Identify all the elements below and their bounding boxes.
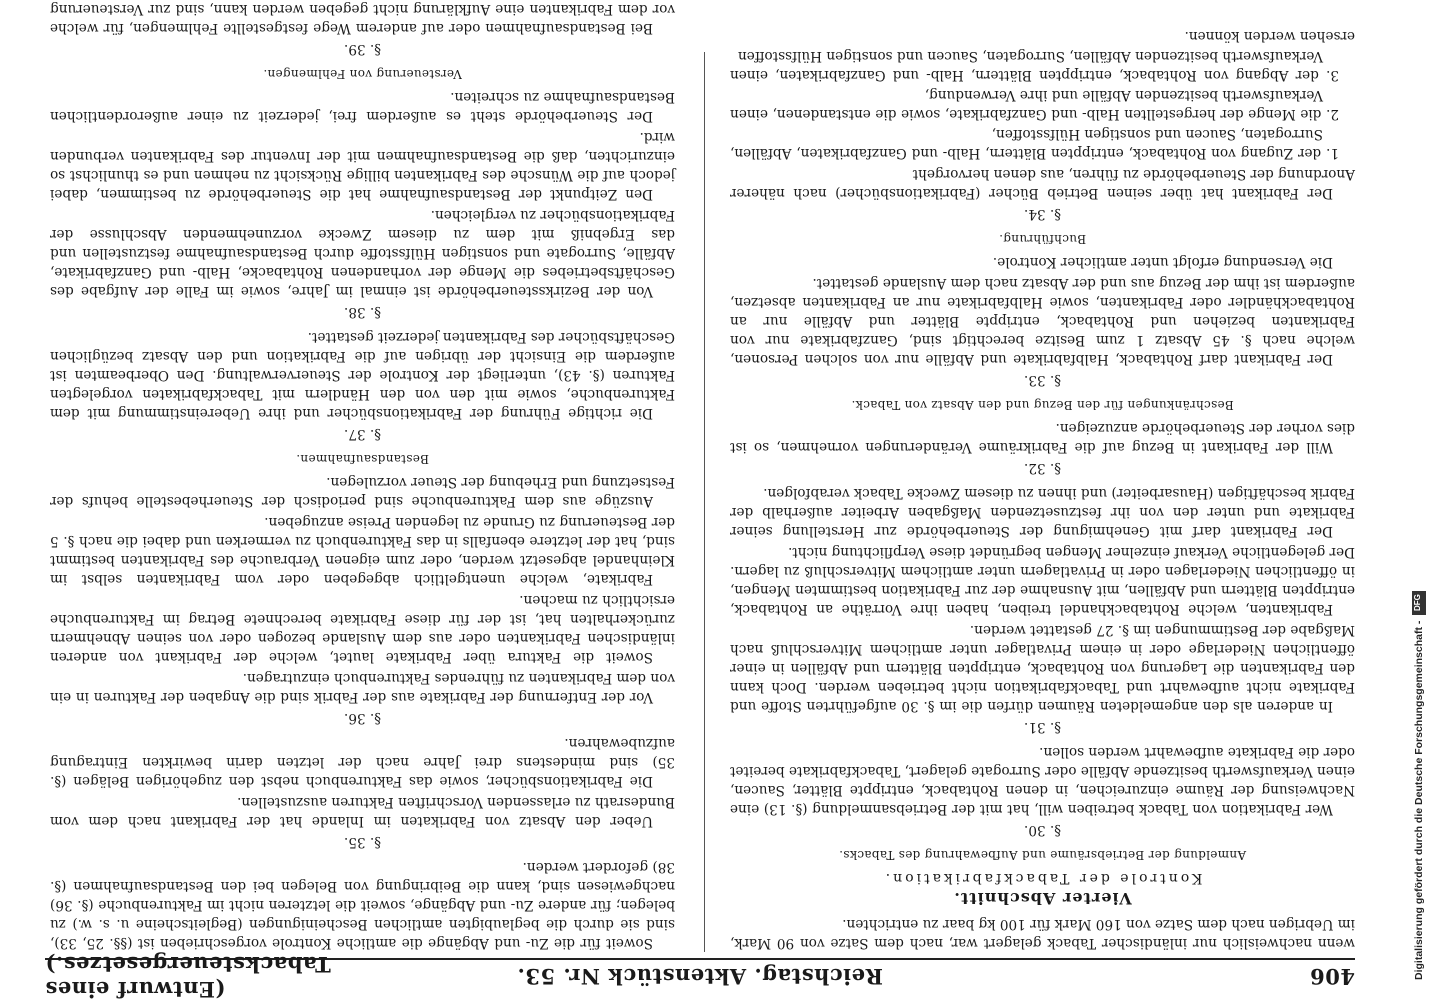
paragraph-30-text: Wer Fabrikation von Taback betreiben will, hat mit der Betriebsanmeldung (§. 13) eine Nachweisung der Räume einzureichen, in denen Rohtaback, entrippte Blätter, Saucen, einen Verkaufswerth besitzende Abfälle oder Surrogate gelagert, Tabackfabrikate bereitet oder die Fabrikate aufbewahrt werden sollen.: [730, 744, 1355, 817]
subheading-buchfuehrung: Buchführung.: [998, 232, 1087, 246]
digitization-credit: [1412, 150, 1426, 980]
paragraph-38-text-3: Der Steuerbehörde steht es außerdem frei, jederzeit zu einer außerordentlichen Bestandsaufnahme zu schreiten.: [50, 89, 675, 124]
paragraph-36-text-4: Auszüge aus dem Fakturenbuche sind periodisch der Steuerhebestelle behufs der Festsetzung und Erhebung der Steuer vorzulegen.: [50, 474, 675, 509]
left-column: [730, 24, 1355, 952]
subheading-betriebsraeume: Anmeldung der Betriebsräume und Aufbewahrung des Tabacks.: [838, 848, 1247, 862]
paragraph-32-text: Will der Fabrikant in Bezug auf die Fabrikräume Veränderungen vornehmen, so ist dies vorher der Steuerbehörde anzuzeigen.: [730, 420, 1355, 455]
page-header: [45, 952, 1355, 1002]
paragraph-mark-34: §. 34.: [1023, 206, 1062, 222]
paragraph-39-text-1: Bei Bestandsaufnahmen oder auf anderem Wege festgestellte Fehlmengen, für welche vor dem Fabrikanten eine Aufklärung nicht gegeben werden kann, sind zur Versteuerung: [50, 1, 675, 36]
right-column: [50, 0, 675, 952]
paragraph-mark-37: §. 37.: [343, 426, 382, 442]
subheading-bezug-absatz: Beschränkungen für den Bezug und den Absatz von Taback.: [851, 398, 1234, 412]
paragraph-31-text-1: In anderen als den angemeldeten Räumen dürfen die im §. 30 aufgeführten Stoffe und Fabrikate nicht aufbewahrt und Tabackfabrikation nicht betrieben werden. Doch kann den Fabrikanten die Lagerung von Rohtaback, entrippten Blättern und Abfällen in einer öffentlichen Niederlage oder in einem Privatlager unter amtlichem Mitverschluß nach Maßgabe der Bestimmungen im §. 27 gestattet werden.: [730, 622, 1355, 714]
page-running-subtitle: (Entwurf eines Tabacksteuergesetzes.): [45, 952, 331, 1002]
column-divider: [704, 52, 705, 952]
section-title: Vierter Abschnitt.: [953, 889, 1132, 908]
paragraph-33-text-1: Der Fabrikant darf Rohtaback, Halbfabrikate und Abfälle nur von solchen Personen, welche nach §. 45 Absatz 1 zum Besitze berechtigt sind, Ganzfabrikate nur von Fabrikanten beziehen und Rohtaback, entrippte Blätter und Abfälle nur an Rohtabackhändler oder Fabrikanten, sowie Halbfabrikate nur an Fabrikanten absetzen, außerdem ist ihm der Bezug aus und der Absatz nach dem Auslande gestattet.: [730, 275, 1355, 367]
paragraph-35-text-2: Die Fabrikationsbücher, sowie das Fakturenbuch nebst den zugehörigen Belägen (§. 35) sind mindestens drei Jahre nach der letzten darin bewirkten Eintragung aufzubewahren.: [50, 735, 675, 789]
paragraph-mark-35: §. 35.: [343, 834, 382, 850]
paragraph-mark-36: §. 36.: [343, 710, 382, 726]
subheading-bestandsaufnahmen: Bestandsaufnahmen.: [296, 452, 429, 466]
paragraph-34-item-2: 2. die Menge der hergestellten Halb- und Ganzfabrikate, sowie die entstandenen, einen Verkaufswerth besitzenden Abfälle und ihre Verwendung,: [730, 87, 1339, 122]
paragraph-36-text-1: Vor der Entfernung der Fabrikate aus der Fabrik sind die Angaben der Fakturen in ein von dem Fabrikanten zu führendes Fakturenbuch einzutragen.: [50, 670, 675, 705]
paragraph-mark-30: §. 30.: [1023, 822, 1062, 838]
paragraph-31-text-3: Der Fabrikant darf mit Genehmigung der Steuerbehörde zur Herstellung seiner Fabrikate und unter den von ihr festzusetzenden Maßgaben Arbeiter außerhalb der Fabrik beschäftigen (Hausarbeiter) und ihnen zu diesem Zwecke Taback verabfolgen.: [730, 485, 1355, 539]
paragraph-mark-33: §. 33.: [1023, 372, 1062, 388]
paragraph-34-text: Der Fabrikant hat über seinen Betrieb Bücher (Fabrikationsbücher) nach näherer Anordnung der Steuerbehörde zu führen, aus denen hervorgeht: [730, 166, 1355, 201]
left-intro-text: wenn nachweislich nur inländischer Taback gelagert war, nach dem Satze von 90 Mark, im Uebrigen nach dem Satze von 160 Mark für 100 kg baar zu entrichten.: [730, 916, 1355, 951]
paragraph-38-text-2: Den Zeitpunkt der Bestandsaufnahme hat die Steuerbehörde zu bestimmen, dabei jedoch auf die Wünsche des Fabrikanten billige Rücksicht zu nehmen und es thunlichst so einzurichten, daß die Bestandsaufnahmen mit der Inventur des Fabrikanten verbunden wird.: [50, 129, 675, 202]
subheading-fehlmengen: Versteuerung von Fehlmengen.: [263, 67, 462, 81]
paragraph-36-text-3: Fabrikate, welche unentgeltlich abgegeben oder vom Fabrikanten selbst im Kleinhandel abgesetzt werden, oder zum eigenen Verbrauche des Fabrikanten bestimmt sind, hat der letztere ebenfalls in das Fakturenbuch zu vermerken und dabei die nach §. 5 der Besteuerung zu Grunde zu legenden Preise anzugeben.: [50, 514, 675, 587]
paragraph-mark-31: §. 31.: [1023, 719, 1062, 735]
paragraph-34-tail: ersehen werden können.: [1184, 28, 1355, 44]
paragraph-35-text-1: Ueber den Absatz von Fabrikaten im Inlande hat der Fabrikant nach dem vom Bundesrath zu erlassenden Vorschriften Fakturen auszustellen.: [50, 794, 675, 829]
paragraph-34-item-3: 3. der Abgang von Rohtaback, entrippten Blättern, Halb- und Ganzfabrikaten, einen Verkaufswerth besitzenden Abfällen, Surrogaten, Saucen und sonstigen Hülfsstoffen: [730, 48, 1339, 83]
paragraph-mark-38: §. 38.: [343, 304, 382, 320]
paragraph-mark-39: §. 39.: [343, 41, 382, 57]
paragraph-34-item-1: 1. der Zugang von Rohtaback, entrippten Blättern, Halb- und Ganzfabrikaten, Abfällen, Surrogaten, Saucen und sonstigen Hülfsstoffen,: [730, 126, 1339, 161]
paragraph-mark-32: §. 32.: [1023, 460, 1062, 476]
paragraph-38-text-1: Von der Bezirkssteuerbehörde ist einmal im Jahre, sowie im Falle der Aufgabe des Geschäftsbetriebes die Menge der vorhandenen Rohtabacke, Halb- und Ganzfabrikate, Abfälle, Surrogate und sonstigen Hülfsstoffe durch Bestandsaufnahme festzustellen und das Ergebniß mit dem zu diesem Zwecke vorzunehmenden Abschlusse der Fabrikationsbücher zu vergleichen.: [50, 207, 675, 299]
paragraph-33-text-2: Die Versendung erfolgt unter amtlicher Kontrole.: [992, 254, 1333, 270]
page-running-title: Reichstag. Aktenstück Nr. 53.: [517, 964, 883, 990]
credit-text: Digitalisierung gefördert durch die Deutsche Forschungsgemeinschaft -: [1413, 620, 1425, 980]
section-subtitle: Kontrole der Tabackfabrikation.: [882, 870, 1203, 886]
paragraph-36-text-2: Soweit die Faktura über Fabrikate lautet, welche der Fabrikant von anderen inländischen Fabrikanten oder aus dem Auslande bezogen oder von seinen Abnehmern zurückerhalten hat, ist der für diese Fabrikate berechnete Betrag im Fakturenbuche ersichtlich zu machen.: [50, 592, 675, 665]
paragraph-37-text-1: Die richtige Führung der Fabrikationsbücher und ihre Uebereinstimmung mit dem Fakturenbuche, sowie mit den von den Händlern mit Tabackfabrikaten vorgelegten Fakturen (§. 43), unterliegt der Kontrole der Steuerverwaltung. Den Oberbeamten ist außerdem die Einsicht der übrigen auf die Fabrikation und den Absatz bezüglichen Geschäftsbücher des Fabrikanten jederzeit gestattet.: [50, 329, 675, 421]
page-number: 406: [1309, 964, 1355, 990]
paragraph-31-text-2: Fabrikanten, welche Rohtabackhandel treiben, haben ihre Vorräthe an Rohtaback, entrippten Blättern und Abfällen, mit Ausnahme der zur Fabrikation bestimmten Mengen, in öffentlichen Niederlagen oder in Privatlagern unter amtlichem Mitverschluß zu lagern. Der gelegentliche Verkauf einzelner Mengen begründet diese Verpflichtung nicht.: [730, 544, 1355, 617]
dfg-logo-icon: DFG: [1412, 591, 1426, 615]
right-intro-text: Soweit für die Zu- und Abgänge die amtliche Kontrole vorgeschrieben ist (§§. 25, 33), sind sie durch die beglaubigten amtlichen Bescheinigungen (Begleitscheine u. s. w.) zu belegen; für andere Zu- und Abgänge, soweit die letzteren nicht im Fakturenbuche (§. 36) nachgewiesen sind, kann die Beibringung von Belegen bei den Bestandsaufnahmen (§. 38) gefordert werden.: [50, 859, 675, 951]
